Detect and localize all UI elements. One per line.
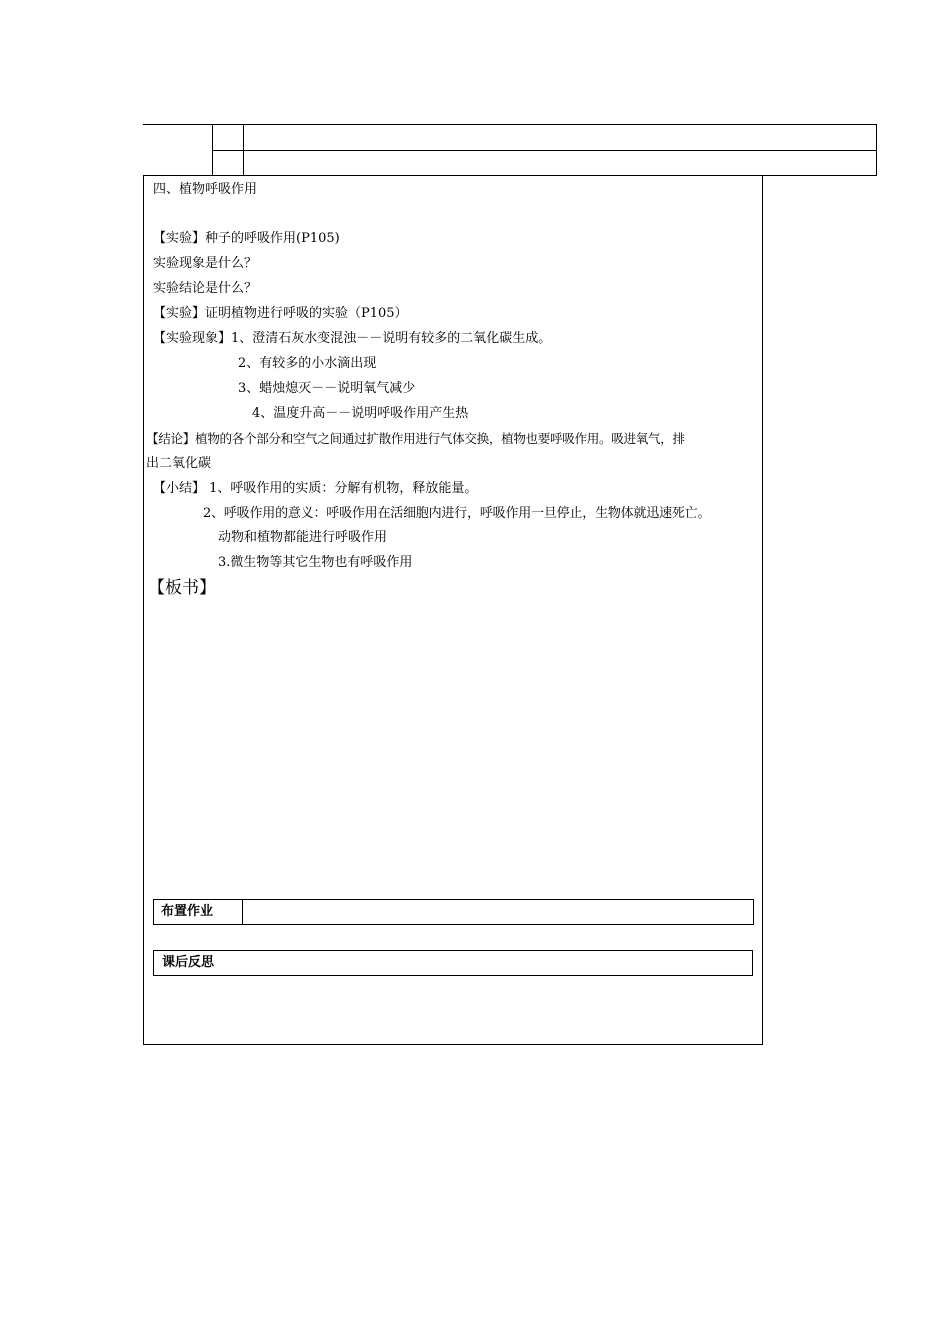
top-table-line [876, 124, 877, 176]
summary-3: 3.微生物等其它生物也有呼吸作用 [218, 555, 413, 570]
top-table-line [243, 124, 244, 176]
conclusion-line-1: 【结论】植物的各个部分和空气之间通过扩散作用进行气体交换，植物也要呼吸作用。吸进氧气，排 [146, 431, 685, 446]
top-table-line [212, 124, 877, 125]
reflection-row [153, 950, 753, 976]
reflection-label: 课后反思 [162, 955, 215, 970]
summary-2b: 动物和植物都能进行呼吸作用 [218, 530, 388, 545]
experiment-1: 【实验】种子的呼吸作用(P105) [153, 231, 340, 246]
homework-value[interactable] [250, 904, 750, 920]
homework-divider [242, 899, 243, 925]
top-table-line [212, 124, 213, 176]
question-phenomenon: 实验现象是什么？ [153, 256, 258, 271]
top-table-line [143, 124, 212, 125]
section-title: 四、植物呼吸作用 [153, 182, 258, 197]
experiment-2: 【实验】证明植物进行呼吸的实验（P105） [153, 306, 408, 321]
phenomenon-3: 3、蜡烛熄灭－－说明氧气减少 [238, 381, 416, 396]
question-conclusion: 实验结论是什么？ [153, 281, 258, 296]
phenomenon-2: 2、有较多的小水滴出现 [238, 356, 377, 371]
summary-2: 2、呼吸作用的意义：呼吸作用在活细胞内进行，呼吸作用一旦停止，生物体就迅速死亡。 [203, 506, 711, 521]
conclusion-line-2: 出二氧化碳 [146, 456, 212, 471]
top-table-line [212, 150, 877, 151]
homework-label: 布置作业 [161, 904, 214, 919]
phenomenon-4: 4、温度升高－－说明呼吸作用产生热 [252, 406, 469, 421]
summary-1: 【小结】 1、呼吸作用的实质：分解有机物，释放能量。 [153, 481, 478, 496]
board-title: 【板书】 [148, 578, 216, 598]
phenomenon-1: 【实验现象】1、澄清石灰水变混浊－－说明有较多的二氧化碳生成。 [153, 331, 552, 346]
